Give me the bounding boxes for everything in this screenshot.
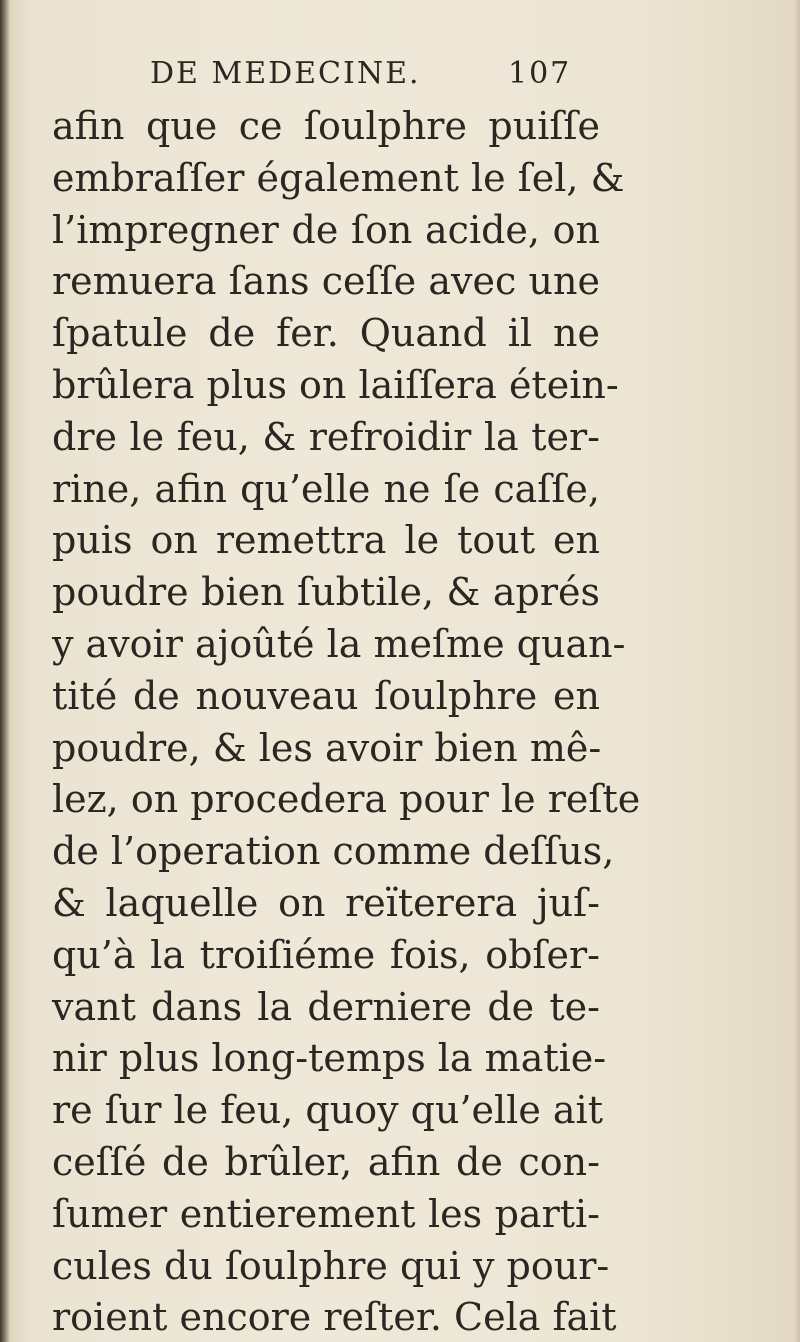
text-line: remuera ſans ceſſe avec une [52,259,600,304]
text-line: dre le feu, & refroidir la ter- [52,414,600,459]
text-line: ſumer entierement les parti- [52,1191,600,1236]
text-line: tité de nouveau ſoulphre en [52,673,600,718]
text-line: vant dans la derniere de te- [52,984,600,1029]
text-line: roient encore reſter. Cela fait [52,1295,617,1340]
body-text [52,101,641,1342]
running-title: DE MEDECINE. [150,56,421,91]
page-number: 107 [508,56,572,91]
text-line: qu’à la troiſiéme fois, obſer- [52,932,600,977]
text-line: poudre bien ſubtile, & aprés [52,570,600,615]
text-line: l’impregner de ſon acide, on [52,207,600,252]
text-line: lez, on procedera pour le reſte [52,777,641,822]
text-line: afin que ce ſoulphre puiſſe [52,104,600,148]
text-line: ſpatule de fer. Quand il ne [52,311,600,356]
text-line: poudre, & les avoir bien mê- [52,725,602,770]
text-line: de l’operation comme deſſus, [52,829,615,874]
text-line: rine, afin qu’elle ne ſe caſſe, [52,466,600,511]
text-line: ceſſé de brûler, afin de con- [52,1139,600,1184]
text-line: cules du ſoulphre qui y pour- [52,1243,610,1288]
page-edge [794,0,800,1342]
text-line: re ſur le feu, quoy qu’elle ait [52,1088,603,1133]
text-line: y avoir ajoûté la meſme quan- [52,621,626,666]
text-line: embraſſer également le ſel, & [52,155,625,200]
text-line: & laquelle on reïterera juſ- [52,880,600,925]
text-line: brûlera plus on laiſſera étein- [52,362,619,407]
binding-gutter [0,0,10,1342]
text-line: nir plus long-temps la matie- [52,1036,607,1081]
text-line: puis on remettra le tout en [52,518,600,563]
